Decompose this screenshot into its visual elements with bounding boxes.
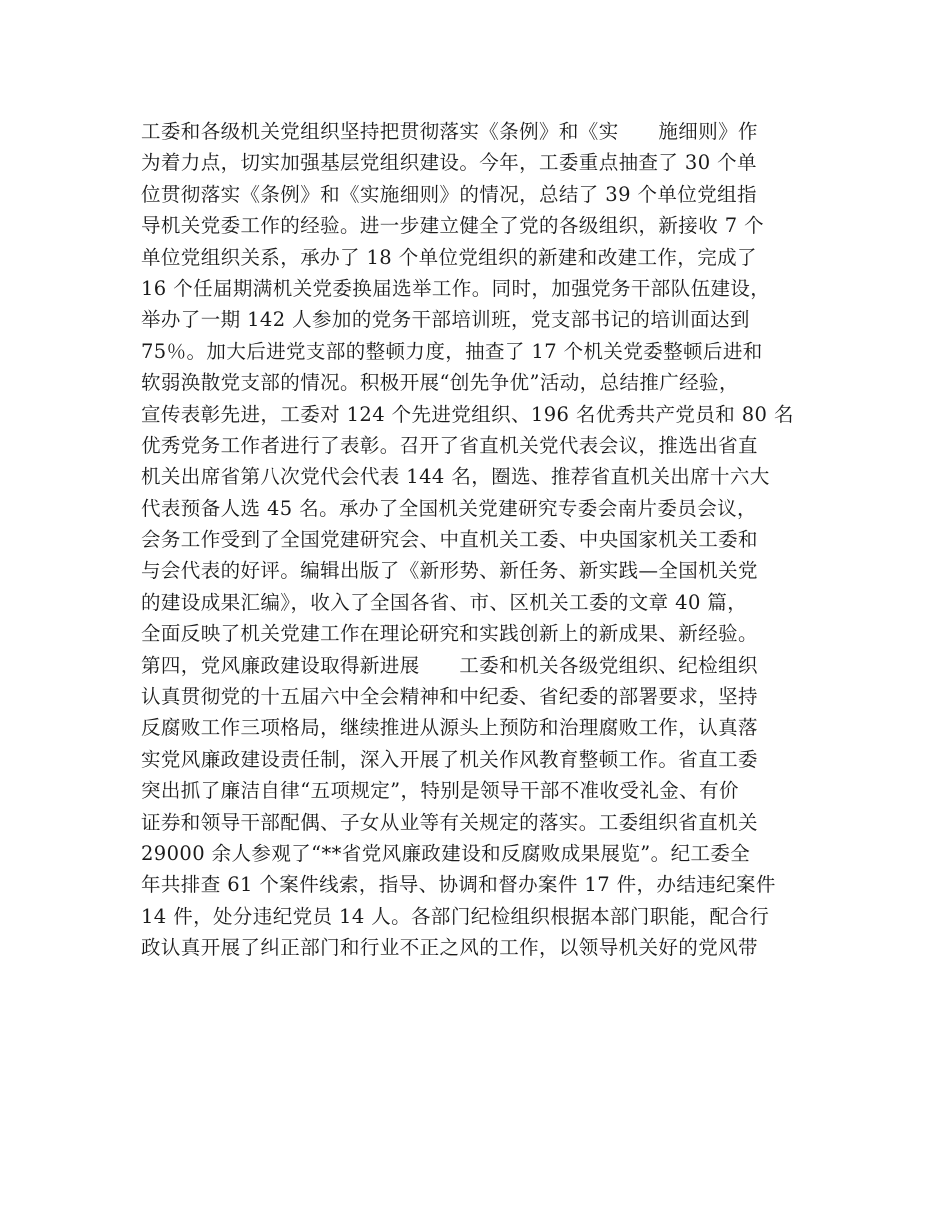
text-line: 为着力点，切实加强基层党组织建设。今年，工委重点抽查了 30 个单: [141, 151, 757, 175]
text-line: 证券和领导干部配偶、子女从业等有关规定的落实。工委组织省直机关: [141, 810, 758, 834]
text-line: 实党风廉政建设责任制，深入开展了机关作风教育整顿工作。省直工委: [141, 747, 758, 771]
text-line: 16 个任届期满机关党委换届选举工作。同时，加强党务干部队伍建设，: [141, 276, 771, 300]
text-line: 优秀党务工作者进行了表彰。召开了省直机关党代表会议，推选出省直: [141, 433, 758, 457]
text-line: 75％。加大后进党支部的整顿力度，抽查了 17 个机关党委整顿后进和: [141, 339, 763, 363]
section-heading-line: 第四，党风廉政建设取得新进展 工委和机关各级党组织、纪检组织: [141, 653, 758, 677]
text-line: 软弱涣散党支部的情况。积极开展“创先争优”活动，总结推广经验，: [141, 371, 739, 395]
text-line: 29000 余人参观了“**省党风廉政建设和反腐败成果展览”。纪工委全: [141, 841, 751, 865]
text-line: 14 件，处分违纪党员 14 人。各部门纪检组织根据本部门职能，配合行: [141, 904, 770, 928]
text-line: 的建设成果汇编》，收入了全国各省、市、区机关工委的文章 40 篇，: [141, 590, 748, 614]
text-line: 反腐败工作三项格局，继续推进从源头上预防和治理腐败工作，认真落: [141, 716, 758, 740]
text-line: 机关出席省第八次党代会代表 144 名，圈选、推荐省直机关出席十六大: [141, 465, 770, 489]
text-line: 会务工作受到了全国党建研究会、中直机关工委、中央国家机关工委和: [141, 528, 758, 552]
text-line: 位贯彻落实《条例》和《实施细则》的情况，总结了 39 个单位党组指: [141, 182, 757, 206]
text-line: 全面反映了机关党建工作在理论研究和实践创新上的新成果、新经验。: [141, 622, 758, 646]
text-line: 举办了一期 142 人参加的党务干部培训班，党支部书记的培训面达到: [141, 308, 750, 332]
text-line: 认真贯彻党的十五届六中全会精神和中纪委、省纪委的部署要求，坚持: [141, 685, 758, 709]
text-line: 政认真开展了纠正部门和行业不正之风的工作，以领导机关好的党风带: [141, 936, 758, 960]
text-line: 突出抓了廉洁自律“五项规定”，特别是领导干部不准收受礼金、有价: [141, 779, 739, 803]
text-line: 代表预备人选 45 名。承办了全国机关党建研究专委会南片委员会议，: [141, 496, 757, 520]
body-text: [141, 116, 831, 964]
text-line: 导机关党委工作的经验。进一步建立健全了党的各级组织，新接收 7 个: [141, 214, 765, 238]
text-line: 宣传表彰先进，工委对 124 个先进党组织、196 名优秀共产党员和 80 名: [141, 402, 794, 426]
text-line: 年共排查 61 个案件线索，指导、协调和督办案件 17 件，办结违纪案件: [141, 873, 776, 897]
text-line: 工委和各级机关党组织坚持把贯彻落实《条例》和《实 施细则》作: [141, 120, 758, 143]
text-line: 与会代表的好评。编辑出版了《新形势、新任务、新实践—全国机关党: [141, 559, 758, 583]
text-line: 单位党组织关系，承办了 18 个单位党组织的新建和改建工作，完成了: [141, 245, 757, 269]
